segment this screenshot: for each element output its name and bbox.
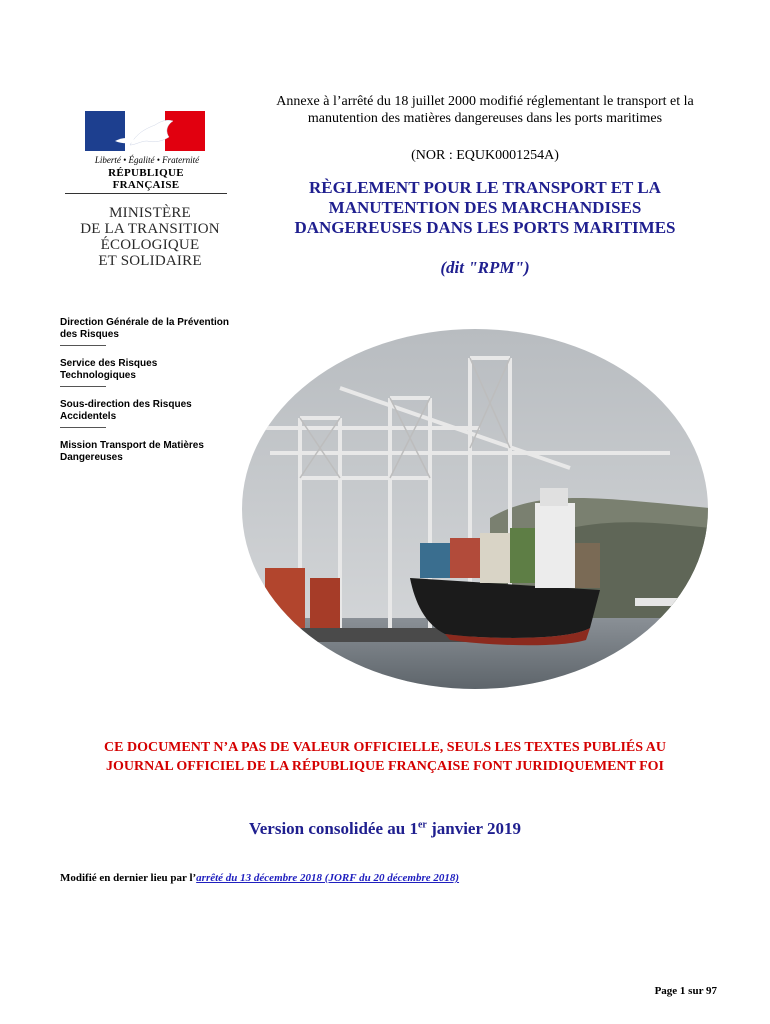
ministere-line: MINISTÈRE bbox=[109, 205, 191, 221]
sidebar-divider bbox=[60, 386, 106, 387]
disclaimer-line: CE DOCUMENT N’A PAS DE VALEUR OFFICIELLE, SEULS LES TEXTES PUBLIÉS AU bbox=[104, 740, 666, 755]
modification-prefix: Modifié en dernier lieu par l’ bbox=[60, 872, 197, 884]
sidebar-directions bbox=[60, 317, 230, 468]
sidebar-item: Service des Risques Technologiques bbox=[60, 358, 158, 381]
ministere-line: DE LA TRANSITION bbox=[80, 221, 220, 237]
page-number: Page 1 sur 97 bbox=[654, 985, 717, 997]
ministere-line: ÉCOLOGIQUE bbox=[100, 237, 200, 253]
title-line: DANGEREUSES DANS LES PORTS MARITIMES bbox=[294, 218, 676, 237]
republique-francaise: RÉPUBLIQUE FRANÇAISE bbox=[108, 167, 184, 191]
ministere-line: ET SOLIDAIRE bbox=[98, 253, 202, 269]
disclaimer-line: JOURNAL OFFICIEL DE LA RÉPUBLIQUE FRANÇAISE FONT JURIDIQUEMENT FOI bbox=[105, 759, 664, 774]
ministere-name bbox=[70, 205, 230, 269]
document-title bbox=[240, 178, 730, 238]
version-consolidee bbox=[140, 819, 630, 839]
sidebar-item: Mission Transport de Matières Dangereuses bbox=[60, 440, 204, 463]
title-line: MANUTENTION DES MARCHANDISES bbox=[328, 198, 642, 217]
annexe-text: Annexe à l’arrêté du 18 juillet 2000 modifié réglementant le transport et la manutention des matières dangereuses dans les ports maritimes bbox=[276, 94, 694, 126]
modification-note bbox=[60, 872, 740, 884]
sidebar-divider bbox=[60, 427, 106, 428]
sidebar-item: Sous-direction des Risques Accidentels bbox=[60, 399, 192, 422]
motto: Liberté • Égalité • Fraternité bbox=[94, 155, 200, 165]
document-subtitle: (dit "RPM") bbox=[440, 258, 530, 277]
republique-francaise-logo bbox=[60, 105, 230, 285]
nor-reference: (NOR : EQUK0001254A) bbox=[411, 148, 559, 163]
marianne-flag-icon bbox=[85, 111, 205, 151]
arrete-link[interactable]: arrêté du 13 décembre 2018 (JORF du 20 décembre 2018) bbox=[196, 872, 460, 884]
sidebar-divider bbox=[60, 345, 106, 346]
version-sup: er bbox=[417, 819, 427, 831]
version-prefix: Version consolidée au 1 bbox=[249, 819, 418, 838]
logo-divider bbox=[65, 193, 227, 194]
legal-disclaimer bbox=[40, 738, 730, 776]
sidebar-item: Direction Générale de la Prévention des Risques bbox=[60, 317, 229, 340]
version-suffix: janvier 2019 bbox=[426, 819, 521, 838]
port-photo bbox=[240, 328, 710, 690]
title-line: RÈGLEMENT POUR LE TRANSPORT ET LA bbox=[309, 178, 661, 197]
